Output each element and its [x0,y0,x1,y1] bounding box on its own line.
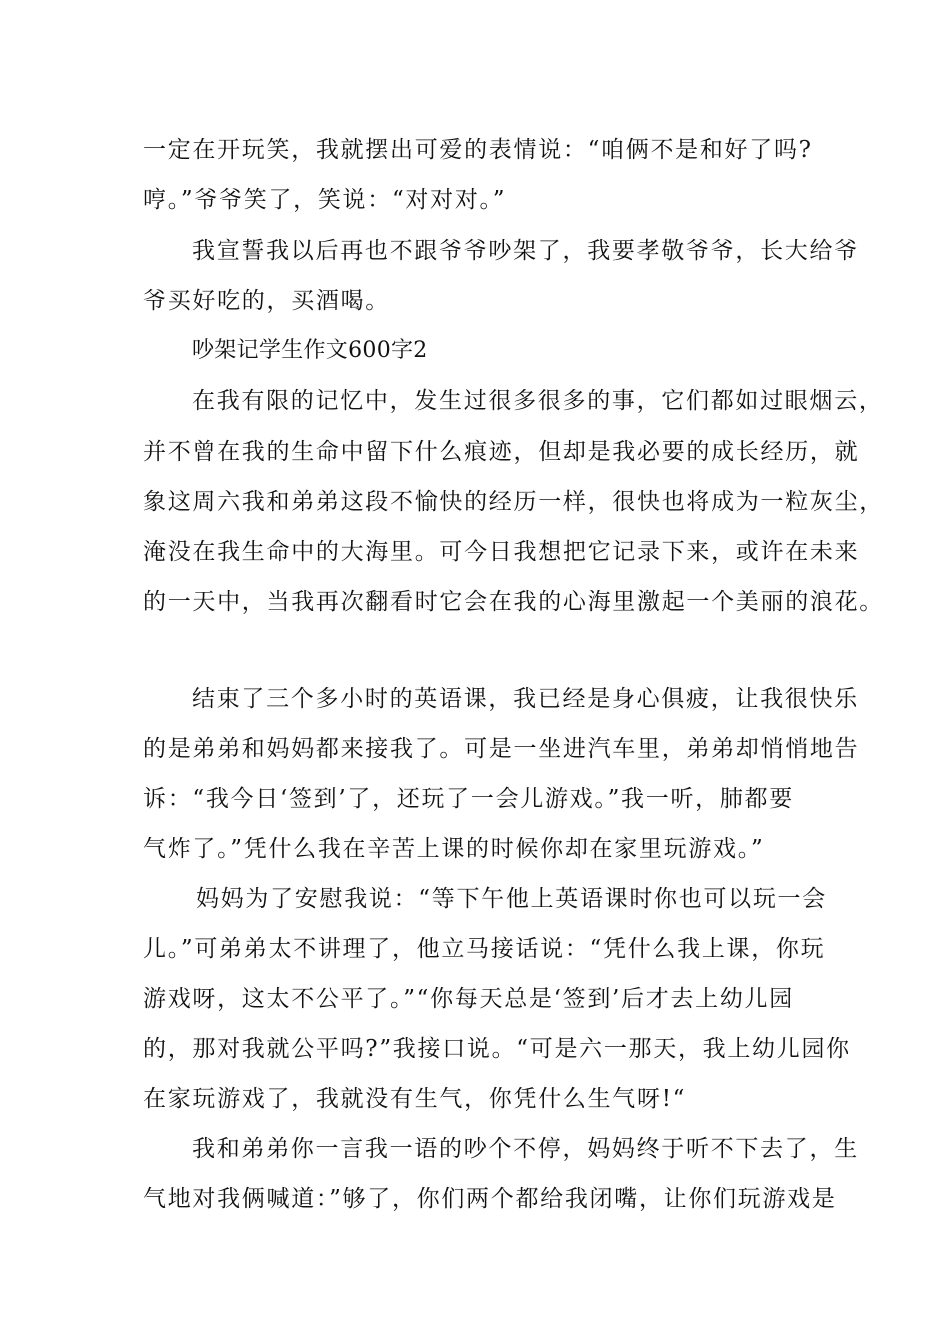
text-line: 气地对我俩喊道：”够了，你们两个都给我闭嘴，让你们玩游戏是 [143,1186,837,1212]
text-line: 的是弟弟和妈妈都来接我了。可是一坐进汽车里，弟弟却悄悄地告 [143,736,860,762]
text-line: 妈妈为了安慰我说：“等下午他上英语课时你也可以玩一会 [196,886,827,912]
text-line: 我宣誓我以后再也不跟爷爷吵架了，我要孝敬爷爷，长大给爷 [192,238,859,264]
text-line: 淹没在我生命中的大海里。可今日我想把它记录下来，或许在未来 [143,539,860,565]
text-line: 气炸了。”凭什么我在辛苦上课的时候你却在家里玩游戏。” [143,836,765,862]
text-line: 儿。”可弟弟太不讲理了，他立马接话说：“凭什么我上课，你玩 [143,936,826,962]
text-line: 的一天中，当我再次翻看时它会在我的心海里激起一个美丽的浪花。 [143,589,884,615]
text-line: 在我有限的记忆中，发生过很多很多的事，它们都如过眼烟云， [192,388,884,414]
text-line: 象这周六我和弟弟这段不愉快的经历一样，很快也将成为一粒灰尘， [143,489,884,515]
text-line: 结束了三个多小时的英语课，我已经是身心俱疲，让我很快乐 [192,686,859,712]
text-line: 在家玩游戏了，我就没有生气，你凭什么生气呀!“ [143,1086,687,1112]
text-line: 一定在开玩笑，我就摆出可爱的表情说：“咱俩不是和好了吗? [143,137,813,163]
text-line: 诉：“我今日‘签到’了，还玩了一会儿游戏。”我一听，肺都要 [143,786,794,812]
text-line: 的，那对我就公平吗?”我接口说。“可是六一那天，我上幼儿园你 [143,1036,851,1062]
text-line: 游戏呀，这太不公平了。”“你每天总是‘签到’后才去上幼儿园 [143,986,794,1012]
section-title: 吵架记学生作文600字2 [192,338,428,363]
text-line: 爷买好吃的，买酒喝。 [143,288,390,314]
text-line: 哼。”爷爷笑了，笑说：“对对对。” [143,187,507,213]
text-line: 我和弟弟你一言我一语的吵个不停，妈妈终于听不下去了，生 [192,1136,859,1162]
text-line: 并不曾在我的生命中留下什么痕迹，但却是我必要的成长经历，就 [143,439,860,465]
